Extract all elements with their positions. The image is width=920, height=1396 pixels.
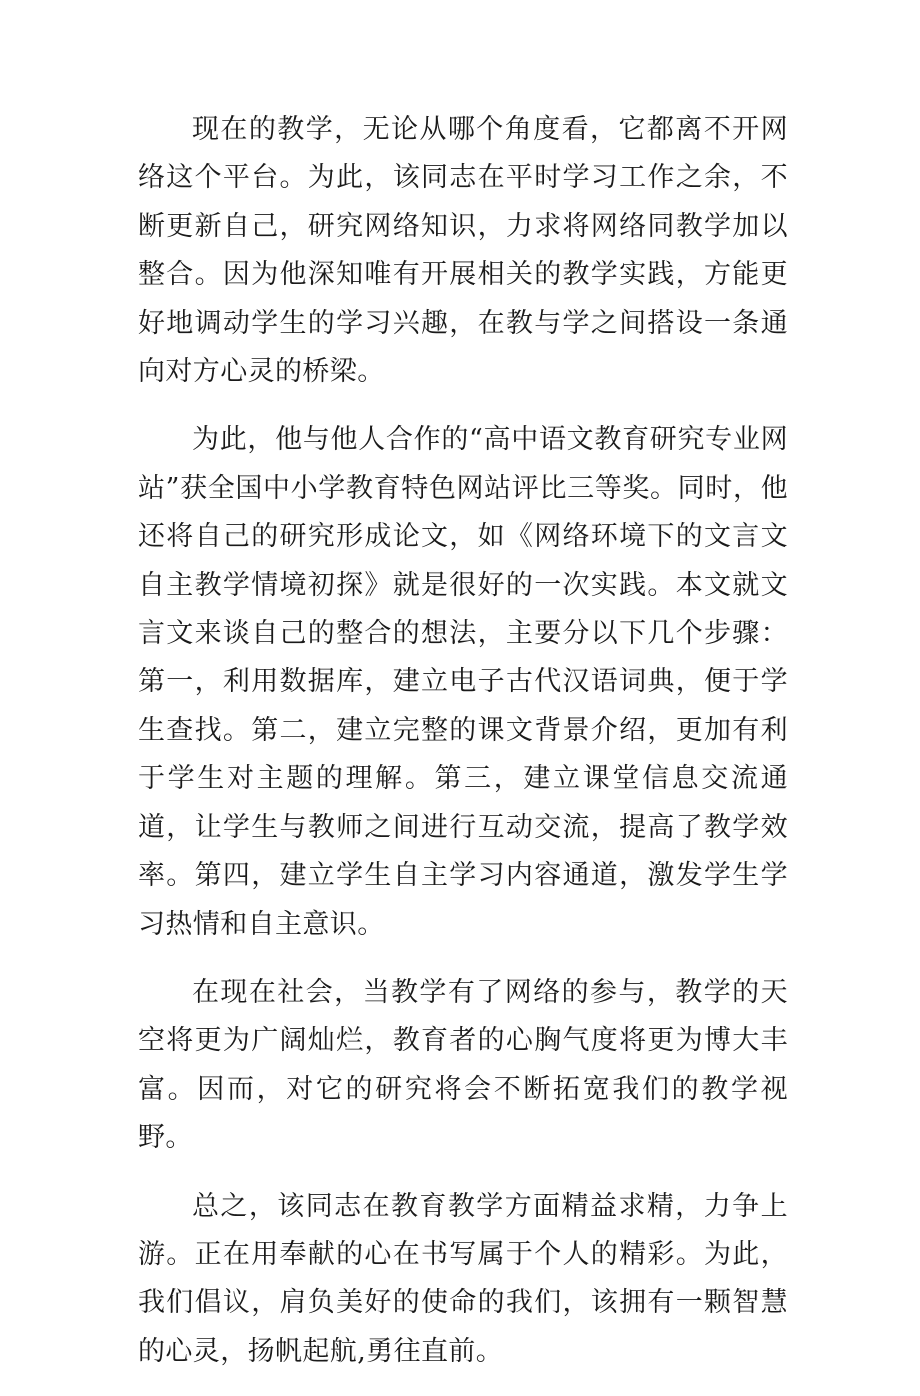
paragraph-3: 在现在社会，当教学有了网络的参与，教学的天空将更为广阔灿烂，教育者的心胸气度将更为博大丰富。因而，对它的研究将会不断拓宽我们的教学视野。	[138, 976, 788, 1154]
document-body	[138, 106, 788, 1396]
paragraph-4: 总之，该同志在教育教学方面精益求精，力争上游。正在用奉献的心在书写属于个人的精彩。为此，我们倡议，肩负美好的使命的我们，该拥有一颗智慧的心灵，扬帆起航,勇往直前。	[138, 1190, 788, 1367]
paragraph-2: 为此，他与他人合作的“高中语文教育研究专业网站”获全国中小学教育特色网站评比三等奖。同时，他还将自己的研究形成论文，如《网络环境下的文言文自主教学情境初探》就是很好的一次实践。本文就文言文来谈自己的整合的想法，主要分以下几个步骤：第一，利用数据库，建立电子古代汉语词典，便于学生查找。第二，建立完整的课文背景介绍，更加有利于学生对主题的理解。第三，建立课堂信息交流通道，让学生与教师之间进行互动交流，提高了教学效率。第四，建立学生自主学习内容通道，激发学生学习热情和自主意识。	[138, 424, 788, 940]
paragraph-1: 现在的教学，无论从哪个角度看，它都离不开网络这个平台。为此，该同志在平时学习工作之余，不断更新自己，研究网络知识，力求将网络同教学加以整合。因为他深知唯有开展相关的教学实践，方能更好地调动学生的学习兴趣，在教与学之间搭设一条通向对方心灵的桥梁。	[138, 114, 788, 388]
